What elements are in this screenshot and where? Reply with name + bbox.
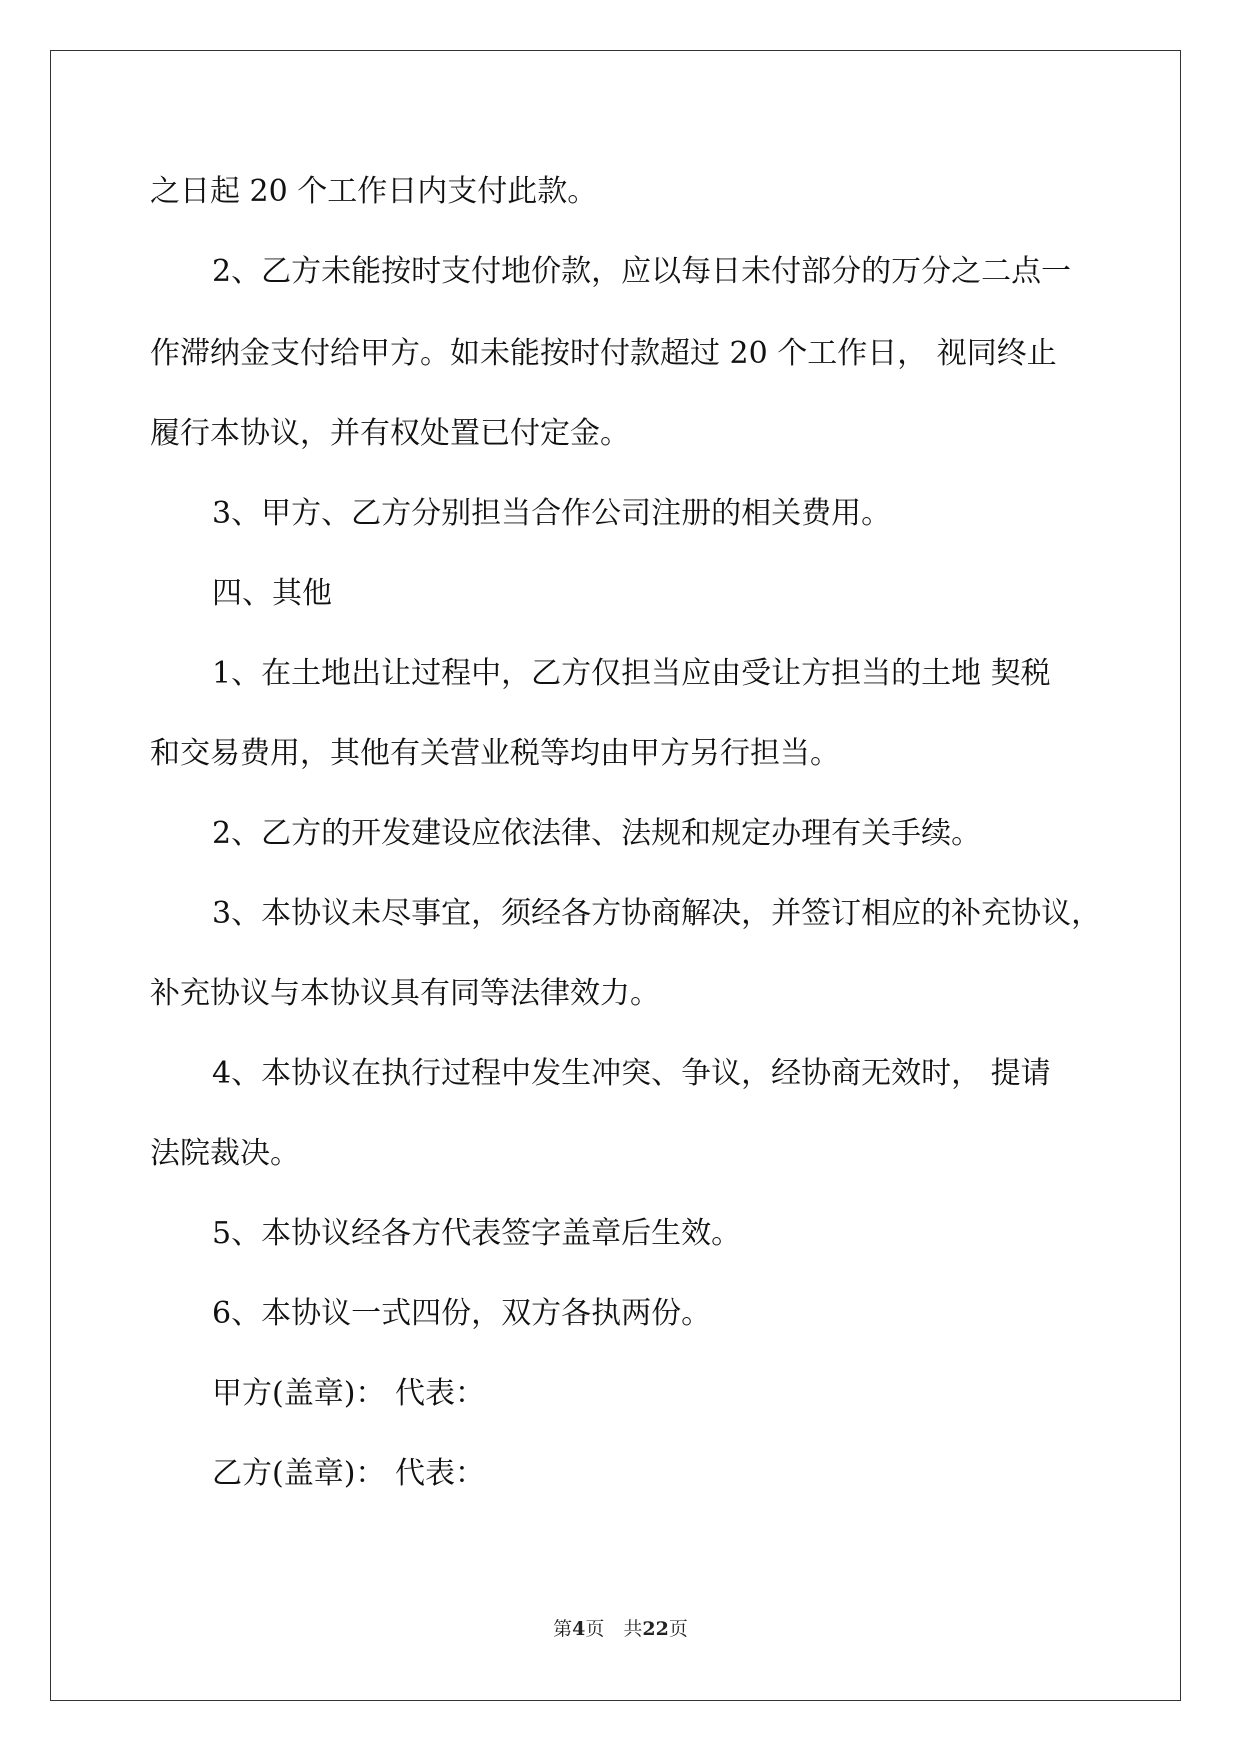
paragraph-line: 补充协议与本协议具有同等法律效力。 bbox=[150, 976, 660, 1011]
paragraph-line: 3、甲方、乙方分别担当合作公司注册的相关费用。 bbox=[212, 496, 892, 531]
paragraph-line: 2、乙方未能按时支付地价款，应以每日未付部分的万分之二点一 bbox=[212, 254, 1072, 289]
footer-suffix: 页 bbox=[668, 1618, 688, 1640]
footer-page-number: 4 bbox=[572, 1618, 586, 1640]
section-heading: 四、其他 bbox=[212, 576, 332, 611]
footer-prefix: 第 bbox=[553, 1618, 573, 1640]
signature-line-party-a: 甲方(盖章)： 代表： bbox=[212, 1376, 485, 1411]
paragraph-line: 2、乙方的开发建设应依法律、法规和规定办理有关手续。 bbox=[212, 816, 982, 851]
paragraph-line: 和交易费用，其他有关营业税等均由甲方另行担当。 bbox=[150, 736, 840, 771]
paragraph-line: 5、本协议经各方代表签字盖章后生效。 bbox=[212, 1216, 742, 1251]
paragraph-line: 之日起 20 个工作日内支付此款。 bbox=[150, 174, 598, 209]
footer-total-pages: 22 bbox=[642, 1618, 669, 1640]
paragraph-line: 6、本协议一式四份，双方各执两份。 bbox=[212, 1296, 712, 1331]
paragraph-line: 3、本协议未尽事宜，须经各方协商解决，并签订相应的补充协议， bbox=[212, 896, 1102, 931]
signature-line-party-b: 乙方(盖章)： 代表： bbox=[212, 1456, 485, 1491]
footer-mid: 页 共 bbox=[585, 1618, 643, 1640]
paragraph-line: 4、本协议在执行过程中发生冲突、争议，经协商无效时， 提请 bbox=[212, 1056, 1051, 1091]
page-footer bbox=[0, 1614, 1241, 1641]
paragraph-line: 1、在土地出让过程中，乙方仅担当应由受让方担当的土地 契税 bbox=[212, 656, 1051, 691]
paragraph-line: 履行本协议，并有权处置已付定金。 bbox=[150, 416, 630, 451]
paragraph-line: 法院裁决。 bbox=[150, 1136, 300, 1171]
paragraph-line: 作滞纳金支付给甲方。如未能按时付款超过 20 个工作日， 视同终止 bbox=[150, 336, 1057, 371]
